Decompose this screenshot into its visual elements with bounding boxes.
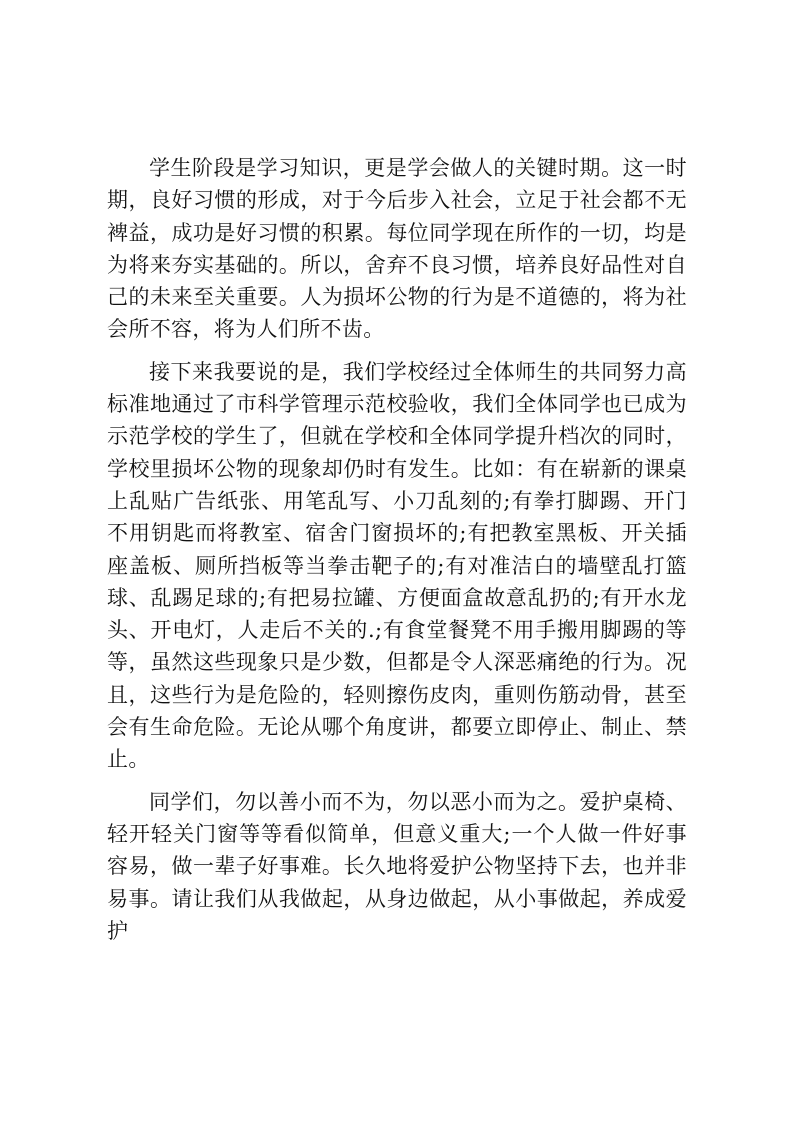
- document-body: [107, 152, 687, 957]
- paragraph-1: 学生阶段是学习知识，更是学会做人的关键时期。这一时期，良好习惯的形成，对于今后步入社会，立足于社会都不无裨益，成功是好习惯的积累。每位同学现在所作的一切，均是为将来夯实基础的。所以，舍弃不良习惯，培养良好品性对自己的未来至关重要。人为损坏公物的行为是不道德的，将为社会所不容，将为人们所不齿。: [107, 156, 687, 342]
- paragraph-3: 同学们，勿以善小而不为，勿以恶小而为之。爱护桌椅、轻开轻关门窗等等看似简单，但意义重大;一个人做一件好事容易，做一辈子好事难。长久地将爱护公物坚持下去，也并非易事。请让我们从我做起，从身边做起，从小事做起，养成爱护: [107, 789, 687, 943]
- paragraph-2: 接下来我要说的是，我们学校经过全体师生的共同努力高标准地通过了市科学管理示范校验收，我们全体同学也已成为示范学校的学生了，但就在学校和全体同学提升档次的同时，学校里损坏公物的现象却仍时有发生。比如：有在崭新的课桌上乱贴广告纸张、用笔乱写、小刀乱刻的;有拳打脚踢、开门不用钥匙而将教室、宿舍门窗损坏的;有把教室黑板、开关插座盖板、厕所挡板等当拳击靶子的;有对准洁白的墙壁乱打篮球、乱踢足球的;有把易拉罐、方便面盒故意乱扔的;有开水龙头、开电灯，人走后不关的.;有食堂餐凳不用手搬用脚踢的等等，虽然这些现象只是少数，但都是令人深恶痛绝的行为。况且，这些行为是危险的，轻则擦伤皮肉，重则伤筋动骨，甚至会有生命危险。无论从哪个角度讲，都要立即停止、制止、禁止。: [107, 359, 687, 772]
